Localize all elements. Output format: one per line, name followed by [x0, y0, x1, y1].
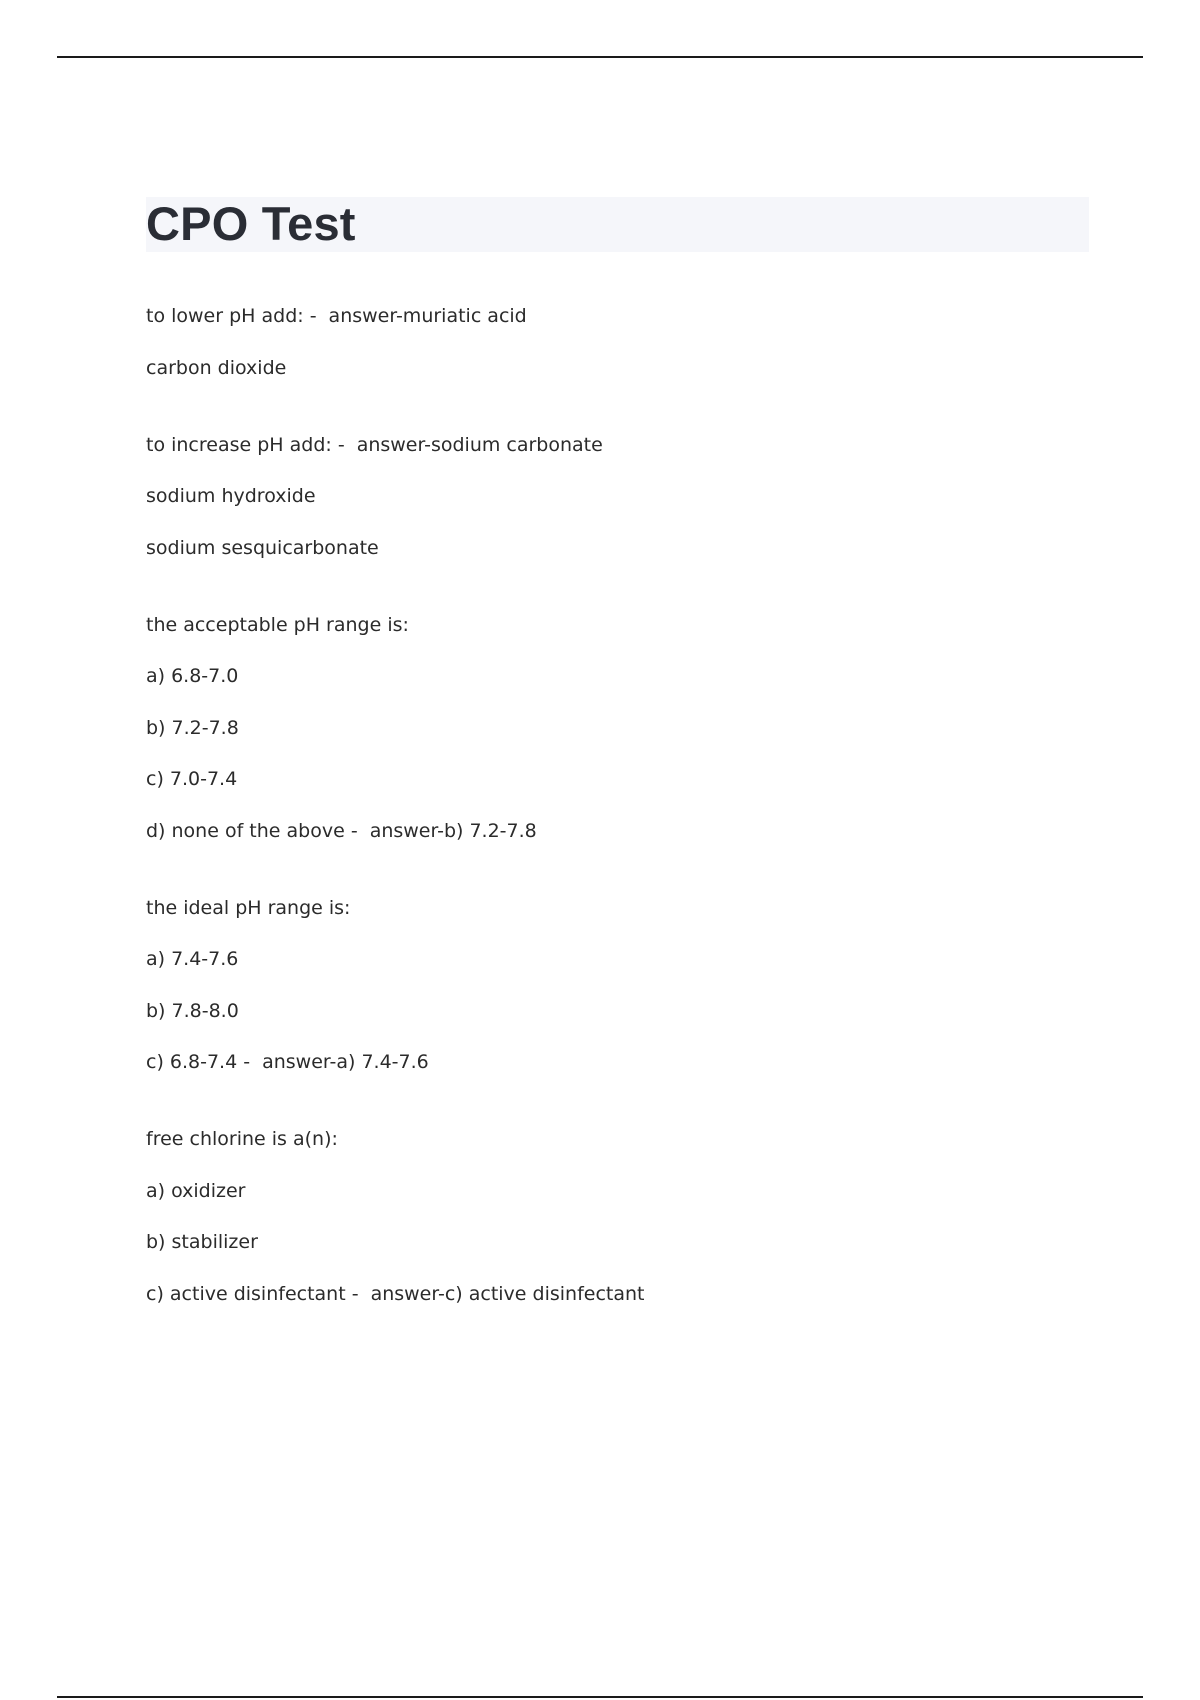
qa-line: [146, 1178, 1086, 1205]
page-title: CPO Test: [146, 197, 356, 250]
qa-item: [146, 895, 1086, 1077]
answer-text: answer-b) 7.2-7.8: [369, 819, 537, 842]
qa-line: [146, 946, 1086, 973]
bottom-rule: [57, 1696, 1143, 1698]
qa-item: [146, 432, 1086, 562]
option-text: b) 7.2-7.8: [146, 716, 239, 739]
option-text: a) oxidizer: [146, 1179, 246, 1202]
option-text: a) 6.8-7.0: [146, 665, 239, 687]
line-text: sodium sesquicarbonate: [146, 536, 379, 559]
question-text: to increase pH add: -: [146, 433, 345, 456]
qa-line: [146, 998, 1086, 1025]
qa-line: [146, 355, 1086, 382]
top-rule: [57, 56, 1143, 58]
question-text: the ideal pH range is:: [146, 896, 351, 919]
option-text: c) active disinfectant -: [146, 1282, 359, 1305]
question-text: free chlorine is a(n):: [146, 1128, 338, 1150]
line-text: carbon dioxide: [146, 356, 287, 379]
question-text: to lower pH add: -: [146, 305, 317, 327]
option-text: b) stabilizer: [146, 1231, 258, 1253]
qa-line: [146, 1281, 1086, 1308]
qa-line: [146, 1229, 1086, 1256]
answer-text: answer-a) 7.4-7.6: [262, 1051, 429, 1073]
qa-line: [146, 612, 1086, 639]
option-text: c) 6.8-7.4 -: [146, 1051, 251, 1073]
qa-item: [146, 303, 1086, 382]
qa-line: [146, 715, 1086, 742]
answer-text: answer-sodium carbonate: [356, 433, 603, 456]
qa-line: [146, 766, 1086, 793]
qa-item: [146, 612, 1086, 845]
qa-line: [146, 432, 1086, 459]
qa-line: [146, 663, 1086, 690]
option-text: c) 7.0-7.4: [146, 768, 238, 790]
qa-line: [146, 535, 1086, 562]
option-text: b) 7.8-8.0: [146, 999, 239, 1022]
qa-line: [146, 1049, 1086, 1076]
option-text: a) 7.4-7.6: [146, 948, 239, 970]
answer-text: answer-muriatic acid: [328, 305, 527, 327]
question-text: the acceptable pH range is:: [146, 613, 409, 636]
qa-line: [146, 303, 1086, 330]
qa-line: [146, 818, 1086, 845]
qa-content: [146, 303, 1086, 1358]
option-text: d) none of the above -: [146, 819, 358, 842]
line-text: sodium hydroxide: [146, 485, 316, 507]
answer-text: answer-c) active disinfectant: [370, 1282, 645, 1305]
qa-line: [146, 483, 1086, 510]
qa-line: [146, 1126, 1086, 1153]
qa-item: [146, 1126, 1086, 1308]
qa-line: [146, 895, 1086, 922]
